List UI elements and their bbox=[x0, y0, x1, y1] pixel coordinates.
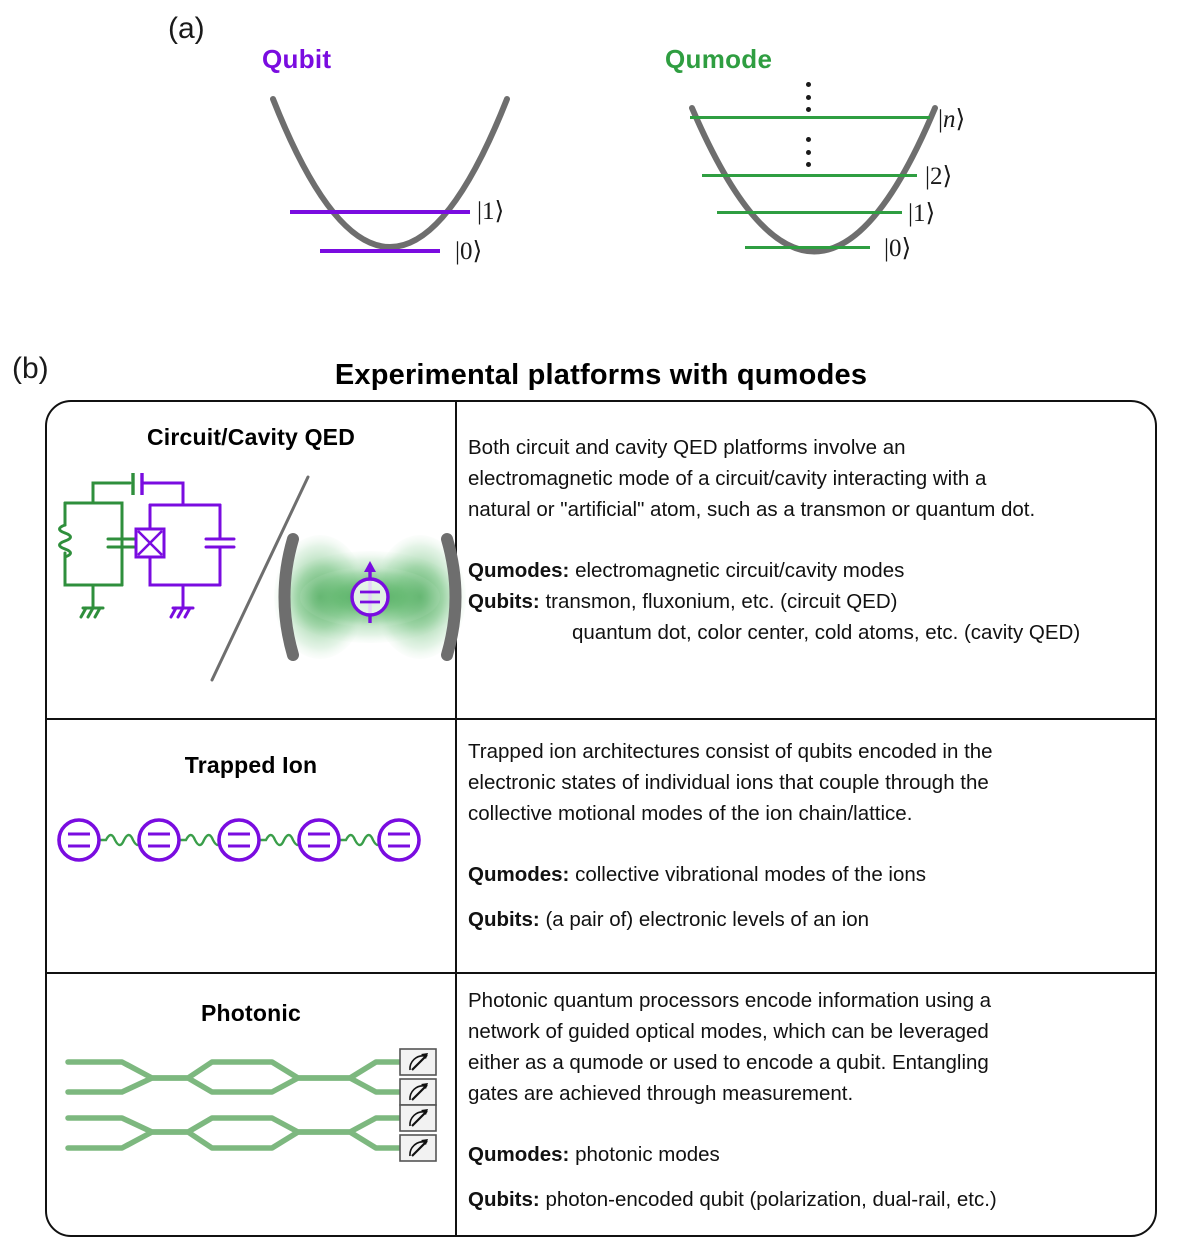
qubit-level-line-0 bbox=[320, 249, 440, 253]
qumodes-row bbox=[468, 859, 1168, 890]
qubits-row bbox=[468, 586, 1168, 617]
qubit-parabola-curve bbox=[273, 99, 507, 247]
qubits-row bbox=[468, 904, 1168, 935]
photon-detector-icon bbox=[400, 1135, 436, 1161]
qumodes-row bbox=[468, 1139, 1168, 1170]
desc-line: natural or "artificial" atom, such as a transmon or quantum dot. bbox=[468, 498, 1036, 521]
qumode-level-line-n bbox=[690, 116, 930, 119]
qumodes-label: Qumodes: bbox=[468, 863, 570, 886]
qumode-level-label-n bbox=[938, 104, 965, 134]
qumode-parabola-curve bbox=[692, 108, 935, 252]
platform-title-trapped-ion: Trapped Ion bbox=[184, 752, 318, 778]
qumode-ellipsis-top-icon bbox=[805, 82, 811, 112]
optical-cavity bbox=[274, 535, 466, 659]
qubit-level-label-1: |1⟩ bbox=[477, 198, 505, 225]
qumode-level-line-2 bbox=[702, 174, 917, 177]
waveguide bbox=[68, 1078, 402, 1092]
qumode-level-line-0 bbox=[745, 246, 870, 249]
desc-line: Trapped ion architectures consist of qubits encoded in the bbox=[468, 740, 993, 763]
qumode-ellipsis-middle-icon bbox=[805, 137, 811, 167]
desc-spacer bbox=[468, 525, 1168, 555]
circuit-cavity-qed-diagram bbox=[50, 465, 450, 690]
platform-title-circuit-cavity-qed: Circuit/Cavity QED bbox=[146, 424, 356, 450]
row-divider-1 bbox=[45, 718, 1157, 720]
qubit-level-label-0: |0⟩ bbox=[455, 238, 483, 265]
photon-detector-icon bbox=[400, 1105, 436, 1131]
desc-spacer bbox=[468, 1109, 1168, 1139]
description-photonic bbox=[468, 985, 1168, 1215]
description-trapped-ion bbox=[468, 736, 1168, 935]
qumodes-value: electromagnetic circuit/cavity modes bbox=[575, 559, 905, 582]
qubit-level-line-1 bbox=[290, 210, 470, 214]
qumodes-row bbox=[468, 555, 1168, 586]
qumode-level-line-1 bbox=[717, 211, 902, 214]
qumode-level-label-n-text: |n⟩ bbox=[938, 106, 966, 133]
desc-line: collective motional modes of the ion chain/lattice. bbox=[468, 802, 913, 825]
waveguide-group bbox=[68, 1062, 402, 1148]
photon-detector-icon bbox=[400, 1049, 436, 1075]
qumodes-value: photonic modes bbox=[575, 1143, 720, 1166]
qumodes-value: collective vibrational modes of the ions bbox=[575, 863, 927, 886]
ion-icon bbox=[299, 820, 339, 860]
qumodes-label: Qumodes: bbox=[468, 1143, 570, 1166]
desc-line: Photonic quantum processors encode information using a bbox=[468, 989, 992, 1012]
qubit-title: Qubit bbox=[262, 44, 332, 74]
waveguide bbox=[68, 1132, 402, 1148]
qubits-label: Qubits: bbox=[468, 590, 540, 613]
qubits-value: photon-encoded qubit (polarization, dual-rail, etc.) bbox=[545, 1188, 997, 1211]
qumode-level-label-1: |1⟩ bbox=[908, 200, 936, 227]
qumode-title: Qumode bbox=[665, 44, 773, 74]
qubits-label: Qubits: bbox=[468, 908, 540, 931]
lc-resonator-green bbox=[60, 483, 137, 617]
photon-detector-icon bbox=[400, 1079, 436, 1105]
ion-icon bbox=[59, 820, 99, 860]
desc-spacer bbox=[468, 829, 1168, 859]
desc-line: Both circuit and cavity QED platforms involve an bbox=[468, 436, 906, 459]
panel-a-letter: (a) bbox=[168, 12, 205, 45]
qubits-value-line2: quantum dot, color center, cold atoms, etc. (cavity QED) bbox=[572, 621, 1081, 644]
qubits-row bbox=[468, 1184, 1168, 1215]
detector-group bbox=[400, 1049, 436, 1161]
column-divider bbox=[455, 400, 457, 1237]
qubits-value: transmon, fluxonium, etc. (circuit QED) bbox=[545, 590, 898, 613]
desc-line: network of guided optical modes, which can be leveraged bbox=[468, 1020, 989, 1043]
platform-title-photonic: Photonic bbox=[201, 1000, 301, 1026]
description-circuit-cavity-qed bbox=[468, 432, 1168, 648]
ion-icon bbox=[139, 820, 179, 860]
ion-icon bbox=[219, 820, 259, 860]
panel-b-heading: Experimental platforms with qumodes bbox=[334, 359, 868, 391]
josephson-junction-icon bbox=[136, 529, 164, 557]
desc-line: either as a qumode or used to encode a qubit. Entangling bbox=[468, 1051, 989, 1074]
qumode-level-label-2: |2⟩ bbox=[925, 163, 953, 190]
qubits-value: (a pair of) electronic levels of an ion bbox=[545, 908, 870, 931]
row-divider-2 bbox=[45, 972, 1157, 974]
desc-line: electronic states of individual ions that couple through the bbox=[468, 771, 989, 794]
desc-line: electromagnetic mode of a circuit/cavity interacting with a bbox=[468, 467, 987, 490]
qumode-level-label-0: |0⟩ bbox=[884, 235, 912, 262]
waveguide bbox=[68, 1062, 402, 1078]
qumodes-label: Qumodes: bbox=[468, 559, 570, 582]
photonic-interferometer-diagram bbox=[60, 1040, 440, 1165]
trapped-ion-chain-diagram bbox=[56, 800, 446, 880]
ion-icon bbox=[379, 820, 419, 860]
panel-b-letter: (b) bbox=[12, 352, 49, 385]
waveguide bbox=[68, 1118, 402, 1132]
desc-line: gates are achieved through measurement. bbox=[468, 1082, 854, 1105]
qubits-label: Qubits: bbox=[468, 1188, 540, 1211]
